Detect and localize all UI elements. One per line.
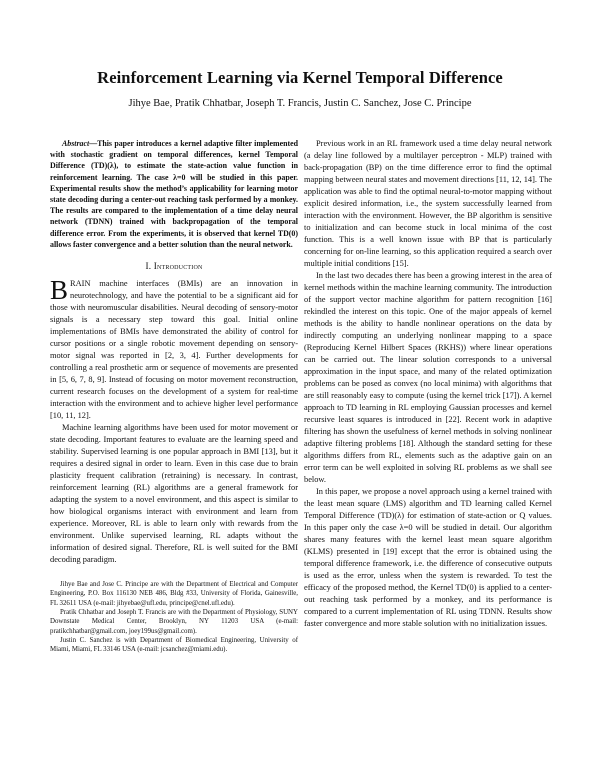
intro-paragraph-1-text: RAIN machine interfaces (BMIs) are an innovation in neurotechnology, and have the potential to be a significant aid for those with neuromuscular disabilities. Neural decoding of sensory-motor signals is a necessary step toward this goal. Initial online implementations of BMIs have demonstrated the ability of control for cursor positions or a single robotic movement depending on sensory-motor signal was reported in [2, 3, 4]. Further developments for controlling a real prosthetic arm or sequence of movements are presented in [5, 6, 7, 8, 9]. Instead of focusing on motor movement reconstruction, current research focuses on the development of a system for real-time interaction with the environment and to achieve higher level performance [10, 11, 12]. bbox=[50, 279, 298, 421]
right-column bbox=[304, 138, 552, 630]
author-footnotes bbox=[50, 580, 298, 654]
drop-cap-letter: B bbox=[50, 275, 69, 306]
author-list: Jihye Bae, Pratik Chhatbar, Joseph T. Francis, Justin C. Sanchez, Jose C. Principe bbox=[128, 98, 472, 109]
intro-paragraph-1 bbox=[50, 275, 298, 422]
left-column bbox=[50, 138, 298, 654]
section-heading-introduction bbox=[50, 260, 298, 272]
paper-title: Reinforcement Learning via Kernel Temporal Difference bbox=[97, 68, 503, 87]
abstract-text: —This paper introduces a kernel adaptive filter implemented with stochastic gradient on temporal differences, kernel Temporal Difference (TD)(λ), to estimate the state-action value function in reinforcement learning. The case λ=0 will be studied in this paper. Experimental results show the method’s applicability for learning motor state decoding during a center-out reaching task performed by a monkey. The results are compared to the implementation of a time delay neural network (TDNN) trained with backpropagation of the temporal difference error. From the experiments, it is observed that kernel TD(0) allows faster convergence and a better solution than the neural network. bbox=[50, 139, 298, 249]
right-paragraph-3: In this paper, we propose a novel approach using a kernel trained with the least mean square (LMS) algorithm and TD learning called Kernel Temporal Difference (TD)(λ) for estimation of state-action or Q values. In this paper only the case λ=0 will be studied in detail. Our algorithm shares many features with the kernel least mean square algorithm (KLMS) presented in [19] except that the error is obtained using the temporal difference framework, i.e. the difference of consecutive outputs is used as the error, unless when the system is rewarded. To test the efficacy of the proposed method, the Kernel TD(0) is applied to a center-out reaching task performed by a monkey, and its performance is compared to a current implementation of RL using TDNN. Results show faster convergence and more stable solution with no initialization issues. bbox=[304, 487, 552, 628]
abstract-lead: Abstract bbox=[62, 139, 90, 148]
section-number: I. bbox=[145, 261, 152, 272]
footnote-1: Jihye Bae and Jose C. Principe are with the Department of Electrical and Computer Engineering, P.O. Box 116130 NEB 486, Bldg #33, University of Florida, Gainesville, FL 32611 USA (e-mail: jihyebae@ufl.edu, principe@cnel.ufl.edu). bbox=[50, 581, 298, 607]
intro-paragraph-2: Machine learning algorithms have been used for motor movement or state decoding. Important features to evaluate are the learning speed and stability. Supervised learning is one popular approach in BMI [13], but it requires a desired signal in order to learn. Even in this case due to brain plasticity frequent calibration (retraining) is necessary. In contrast, reinforcement learning (RL) algorithms are a general framework for adapting the system to a novel environment, and this aspect is similar to how biological organisms interact with environment and learn from experience. Moreover, RL is able to learn only with rewards from the environment. Unlike supervised learning, RL adapts without the information of desired signal. Therefore, RL is well suited for the BMI decoding paradigm. bbox=[50, 423, 298, 565]
section-title: Introduction bbox=[153, 261, 203, 272]
footnote-2: Pratik Chhatbar and Joseph T. Francis are with the Department of Physiology, SUNY Downstate Medical Center, Brooklyn, NY 11203 USA (e-mail: pratikchhatbar@gmail.com, joey199us@gmail.com). bbox=[50, 608, 298, 635]
right-paragraph-1: Previous work in an RL framework used a time delay neural network (a delay line followed by a multilayer perceptron - MLP) trained with back-propagation (BP) on the time difference error to find the optimal mapping between neural states and movement directions [11, 12, 14]. The application was able to find the optimal neural-to-motor mapping without explicit desired information, i.e., the system successfully learned from interaction with the environment. However, the BP algorithm is sensitive to initialization and can become stuck in local minima of the cost function. This is a well known issue with BP that is particularly concerning for on-line learning, so this application required a search over multiple initial conditions [15]. bbox=[304, 139, 552, 268]
right-paragraph-2: In the last two decades there has been a growing interest in the area of kernel methods within the machine learning community. The introduction of the support vector machine algorithm for pattern recognition [16] rekindled the interest on this topic. One of the major appeals of kernel methods is the ability to handle nonlinear operations on the data by indirectly computing an underlying nonlinear mapping to a space (Reproducing Kernel Hilbert Spaces (RKHS)) where linear operations can be carried out. The linear solution corresponds to a universal approximation in the input space, and many of the related optimization problems can be posed as convex (no local minima) with algorithms that are still reasonably easy to compute (using the kernel trick [17]). A kernel approach to TD learning in RL employing Gaussian processes and kernel recursive least squares is introduced in [22]. Recent work in adaptive filtering has shown the usefulness of kernel methods in solving nonlinear adaptive filtering problems [18]. Although the standard setting for these algorithms differs from RL, elements such as the adaptive gain on an error term can be well exploited in solving RL problems as we shall see below. bbox=[304, 271, 552, 484]
footnote-3: Justin C. Sanchez is with Department of Biomedical Engineering, University of Miami, Miami, FL 33146 USA (e-mail: jcsanchez@miami.edu). bbox=[50, 636, 298, 654]
abstract bbox=[50, 138, 298, 250]
